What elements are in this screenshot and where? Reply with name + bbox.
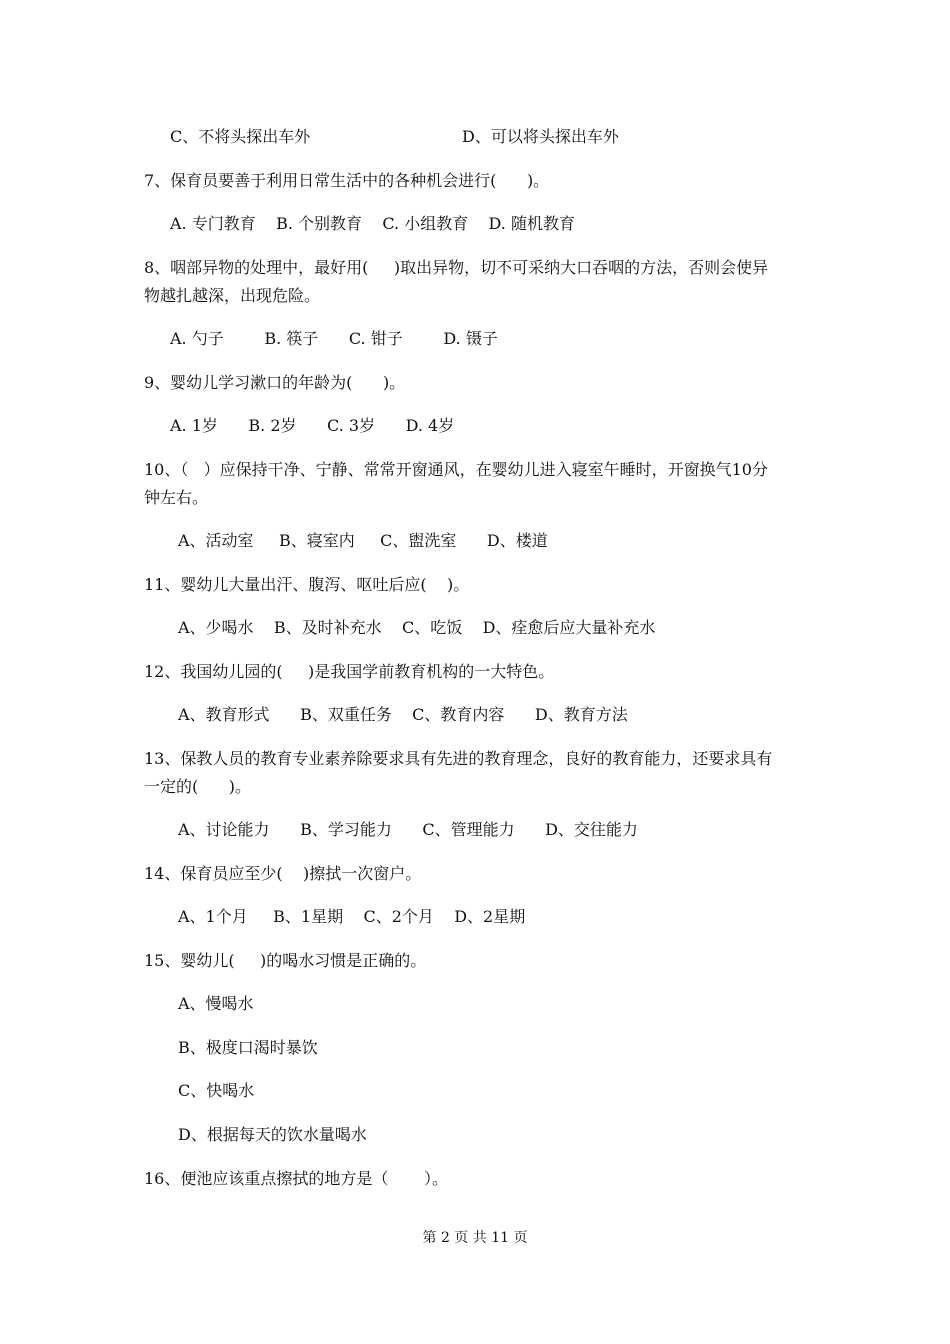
text-line: 8、咽部异物的处理中，最好用( )取出异物，切不可采纳大口吞咽的方法，否则会使异 (144, 258, 769, 277)
text-line: C、快喝水 (178, 1081, 255, 1100)
text-line: 14、保育员应至少( )擦拭一次窗户。 (144, 864, 422, 883)
text-line: A. 勺子 B. 筷子 C. 钳子 D. 镊子 (170, 329, 498, 348)
text-line: D、可以将头探出车外 (462, 127, 619, 146)
text-line: A. 专门教育 B. 个别教育 C. 小组教育 D. 随机教育 (170, 214, 575, 233)
text-line: A. 1岁 B. 2岁 C. 3岁 D. 4岁 (170, 416, 455, 435)
text-line: 13、保教人员的教育专业素养除要求具有先进的教育理念，良好的教育能力，还要求具有 (144, 749, 773, 768)
text-line: A、1个月 B、1星期 C、2个月 D、2星期 (178, 907, 526, 926)
text-line: 9、婴幼儿学习漱口的年龄为( )。 (144, 373, 406, 392)
text-line: B、极度口渴时暴饮 (178, 1038, 318, 1057)
text-line: 10、（ ）应保持干净、宁静、常常开窗通风，在婴幼儿进入寝室午睡时，开窗换气10分 (144, 460, 768, 479)
text-line: C、不将头探出车外 (170, 127, 311, 146)
text-line: A、少喝水 B、及时补充水 C、吃饭 D、痊愈后应大量补充水 (178, 618, 656, 637)
text-line: A、慢喝水 (178, 994, 254, 1013)
text-line: A、活动室 B、寝室内 C、盥洗室 D、楼道 (178, 531, 548, 550)
text-line: 7、保育员要善于利用日常生活中的各种机会进行( )。 (144, 171, 550, 190)
text-line: 11、婴幼儿大量出汗、腹泻、呕吐后应( )。 (144, 575, 470, 594)
text-line: 物越扎越深，出现危险。 (144, 286, 321, 305)
text-line: 15、婴幼儿( )的喝水习惯是正确的。 (144, 951, 427, 970)
text-line: 16、便池应该重点擦拭的地方是（ ）。 (144, 1169, 448, 1188)
text-line: 钟左右。 (144, 488, 209, 507)
text-line: A、教育形式 B、双重任务 C、教育内容 D、教育方法 (178, 705, 628, 724)
text-line: A、讨论能力 B、学习能力 C、管理能力 D、交往能力 (178, 820, 638, 839)
text-line: 一定的( )。 (144, 777, 252, 796)
page-footer: 第 2 页 共 11 页 (422, 1230, 528, 1246)
text-line: D、根据每天的饮水量喝水 (178, 1125, 367, 1144)
text-line: 12、我国幼儿园的( )是我国学前教育机构的一大特色。 (144, 662, 555, 681)
